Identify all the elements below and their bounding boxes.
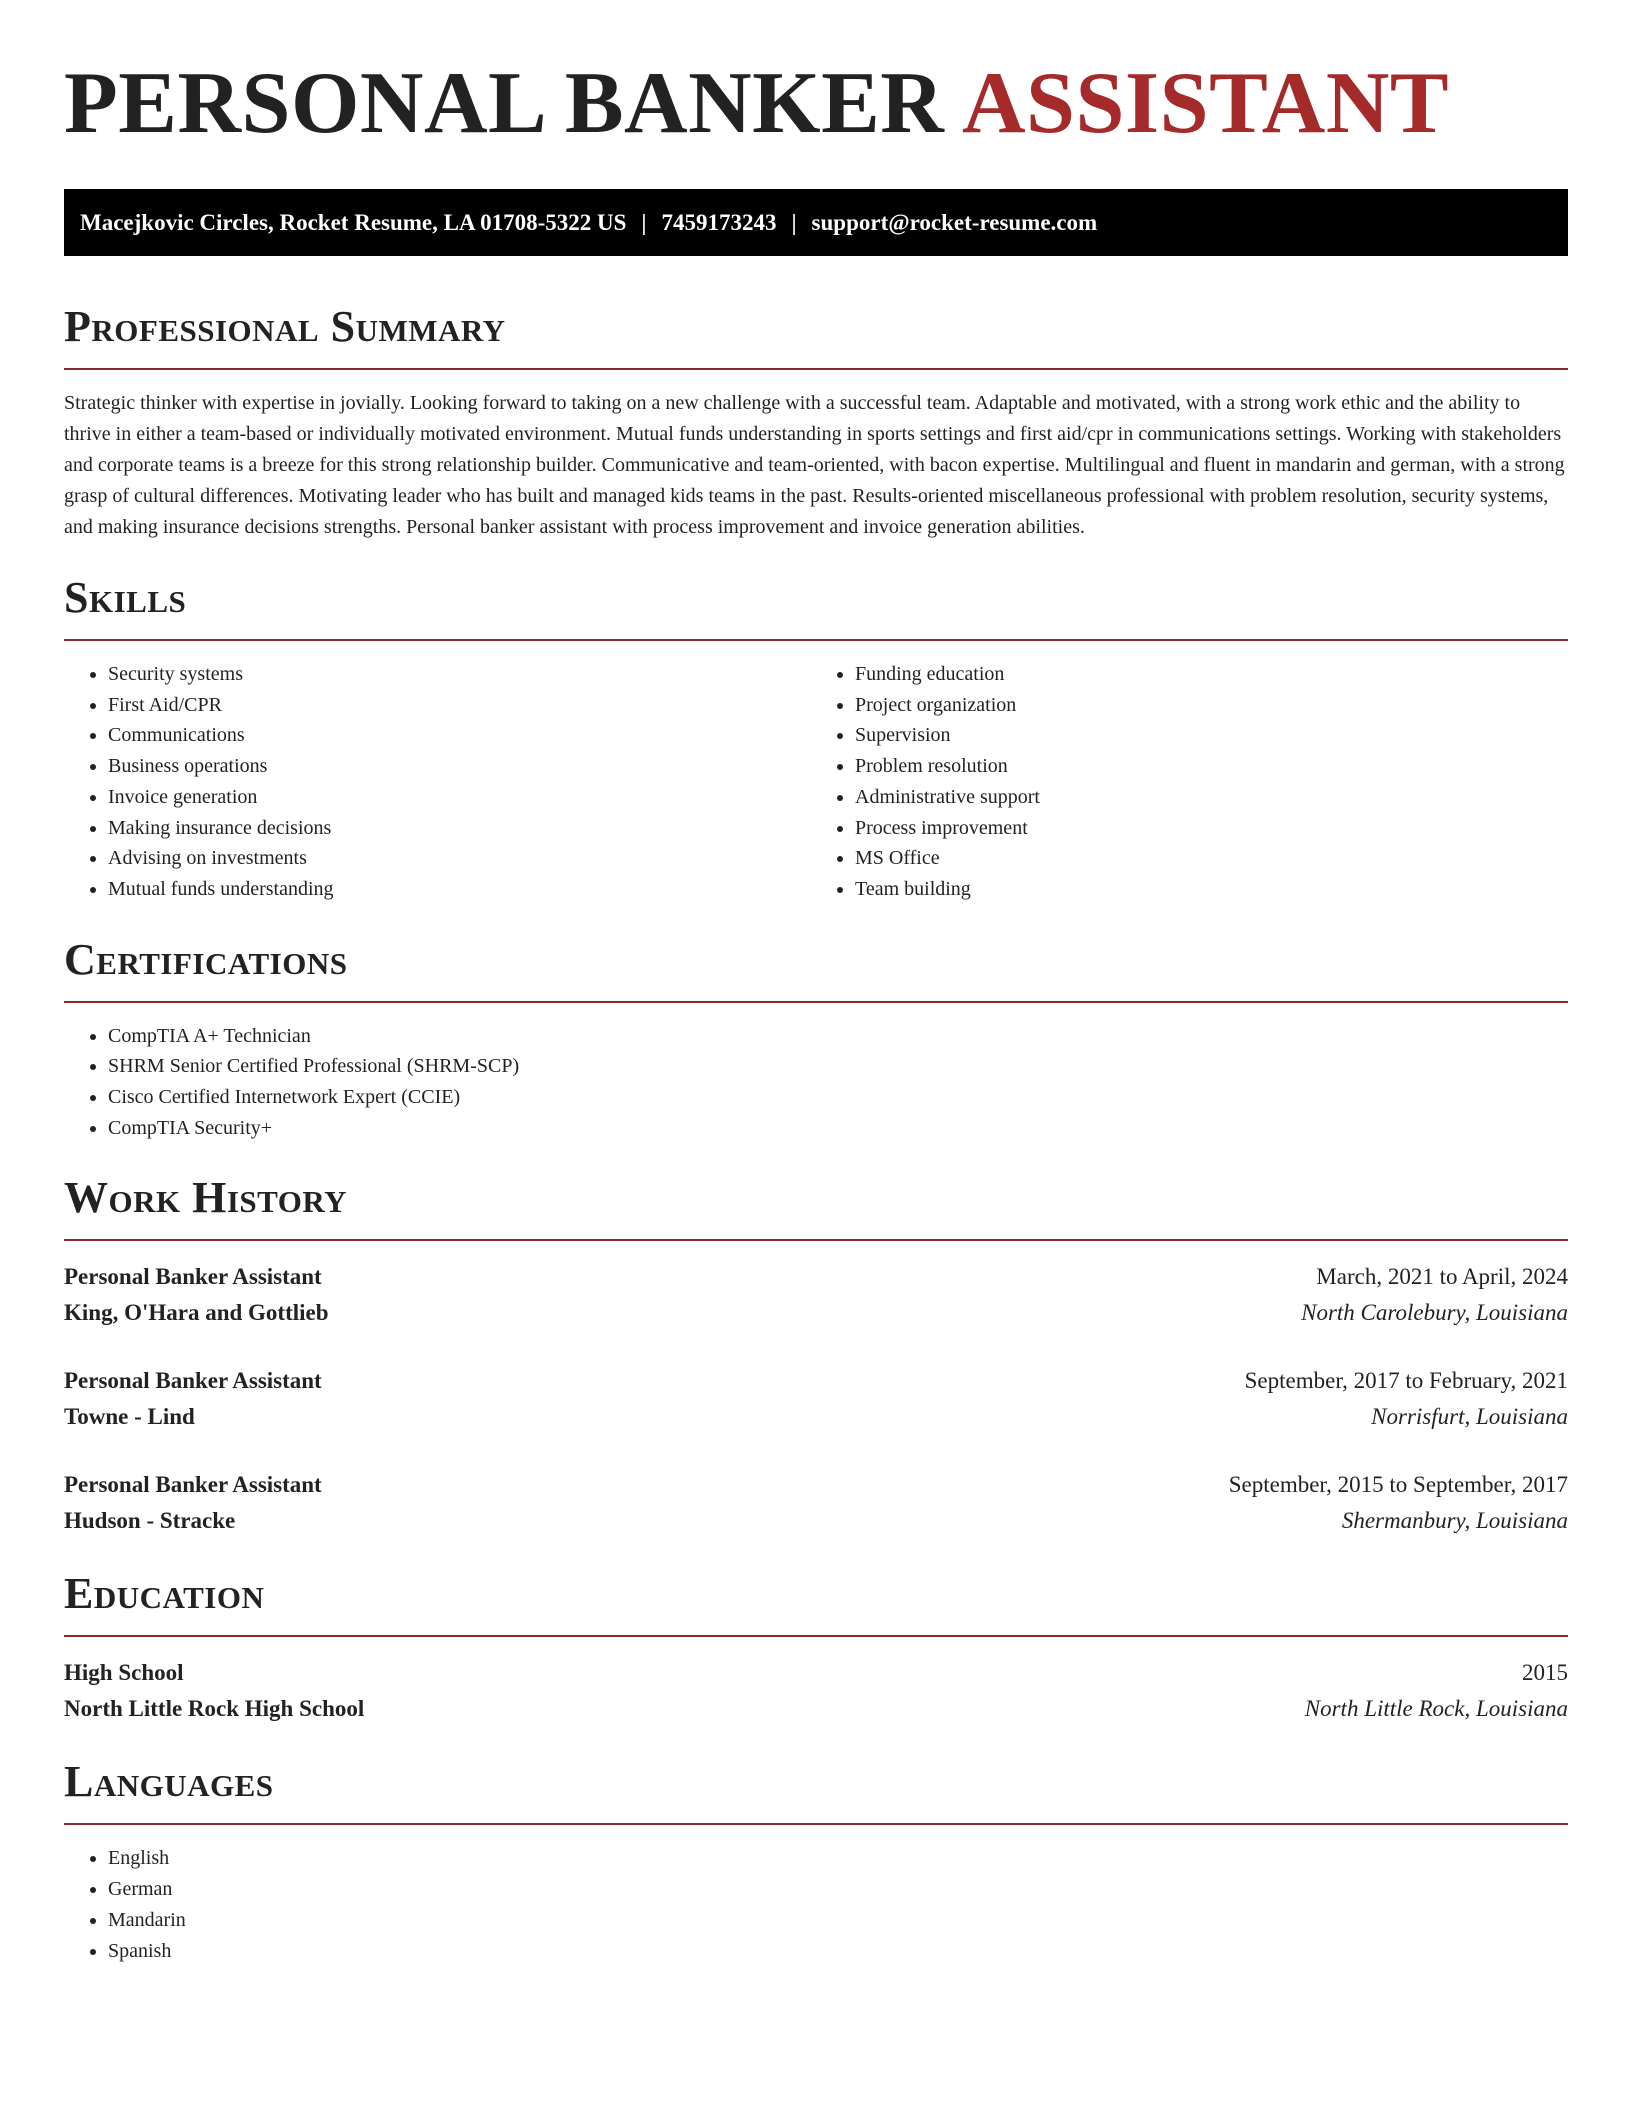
job-entry (64, 1363, 1568, 1435)
job-entry (64, 1467, 1568, 1539)
job-company-row (64, 1503, 1568, 1539)
list-item: • Spanish (108, 1936, 1568, 1967)
list-item: • MS Office (855, 843, 1568, 874)
contact-separator: | (791, 209, 797, 235)
job-location: Norrisfurt, Louisiana (1371, 1404, 1568, 1430)
list-item: • First Aid/CPR (108, 690, 816, 721)
job-title: Personal Banker Assistant (64, 1472, 322, 1498)
list-item: • Problem resolution (855, 751, 1568, 782)
job-header-row (64, 1259, 1568, 1295)
title-primary: PERSONAL BANKER (64, 55, 945, 152)
contact-email: support@rocket-resume.com (811, 209, 1098, 235)
section-divider (64, 1239, 1568, 1241)
languages-list (64, 1843, 1568, 1966)
summary-text: Strategic thinker with expertise in jovially. Looking forward to taking on a new challenge with a successful team. Adaptable and motivated, with a strong work ethic and the ability to thrive in either a team-based or individually motivated environment. Mutual funds understanding in sports settings and first aid/cpr in communications settings. Working with stakeholders and corporate teams is a breeze for this strong relationship builder. Communicative and team-oriented, with bacon expertise. Multilingual and fluent in mandarin and german, with a strong grasp of cultural differences. Motivating leader who has built and managed kids teams in the past. Results-oriented miscellaneous professional with problem resolution, security systems, and making insurance decisions strengths. Personal banker assistant with process improvement and invoice generation abilities. (64, 392, 1565, 538)
list-item: • Mandarin (108, 1905, 1568, 1936)
list-item: • Mutual funds understanding (108, 874, 816, 905)
section-divider (64, 1823, 1568, 1825)
list-item: • Business operations (108, 751, 816, 782)
list-item: • Funding education (855, 659, 1568, 690)
section-heading: Certifications (64, 934, 348, 984)
summary-section (64, 302, 1568, 543)
job-location: Shermanbury, Louisiana (1341, 1508, 1568, 1534)
section-heading: Work History (64, 1173, 348, 1223)
section-divider (64, 639, 1568, 641)
education-section (64, 1569, 1568, 1727)
title-accent: ASSISTANT (961, 55, 1450, 152)
education-degree: High School (64, 1660, 184, 1686)
skills-grid (64, 659, 1568, 905)
contact-bar (64, 189, 1568, 256)
list-item: • Supervision (855, 720, 1568, 751)
job-dates: September, 2017 to February, 2021 (1244, 1368, 1568, 1394)
skills-list-left (64, 659, 816, 905)
certifications-section (64, 935, 1568, 1144)
section-heading: Skills (64, 573, 187, 622)
list-item: • Making insurance decisions (108, 813, 816, 844)
job-title: Personal Banker Assistant (64, 1264, 322, 1290)
certifications-list (64, 1021, 1568, 1144)
job-location: North Carolebury, Louisiana (1301, 1300, 1568, 1326)
job-company: King, O'Hara and Gottlieb (64, 1300, 329, 1326)
education-location: North Little Rock, Louisiana (1304, 1696, 1568, 1722)
skills-column-right (816, 659, 1568, 905)
section-divider (64, 1001, 1568, 1003)
resume-title (64, 55, 1568, 152)
section-divider (64, 1635, 1568, 1637)
list-item: • Communications (108, 720, 816, 751)
job-company: Towne - Lind (64, 1404, 195, 1430)
section-heading: Education (64, 1569, 265, 1619)
job-dates: March, 2021 to April, 2024 (1316, 1264, 1568, 1290)
list-item: • German (108, 1874, 1568, 1905)
contact-phone: 7459173243 (661, 209, 777, 235)
job-entry (64, 1259, 1568, 1331)
contact-address: Macejkovic Circles, Rocket Resume, LA 01708-5322 US (80, 209, 627, 235)
list-item: • Cisco Certified Internetwork Expert (CCIE) (108, 1082, 1568, 1113)
section-heading: Languages (64, 1757, 274, 1807)
list-item: • CompTIA A+ Technician (108, 1021, 1568, 1052)
languages-section (64, 1757, 1568, 1966)
job-title: Personal Banker Assistant (64, 1368, 322, 1394)
job-header-row (64, 1467, 1568, 1503)
skills-column-left (64, 659, 816, 905)
section-heading: Professional Summary (64, 302, 506, 351)
education-school: North Little Rock High School (64, 1696, 365, 1722)
list-item: • Advising on investments (108, 843, 816, 874)
list-item: • Project organization (855, 690, 1568, 721)
education-school-row (64, 1691, 1568, 1727)
work-history-section (64, 1173, 1568, 1539)
contact-separator: | (641, 209, 647, 235)
section-divider (64, 368, 1568, 370)
job-company-row (64, 1295, 1568, 1331)
list-item: • SHRM Senior Certified Professional (SHRM-SCP) (108, 1051, 1568, 1082)
job-company-row (64, 1399, 1568, 1435)
list-item: • Team building (855, 874, 1568, 905)
education-header-row (64, 1655, 1568, 1691)
list-item: • English (108, 1843, 1568, 1874)
skills-section (64, 573, 1568, 905)
job-company: Hudson - Stracke (64, 1508, 236, 1534)
job-header-row (64, 1363, 1568, 1399)
list-item: • Administrative support (855, 782, 1568, 813)
education-year: 2015 (1522, 1660, 1568, 1686)
list-item: • Security systems (108, 659, 816, 690)
list-item: • CompTIA Security+ (108, 1113, 1568, 1144)
list-item: • Invoice generation (108, 782, 816, 813)
skills-list-right (816, 659, 1568, 905)
list-item: • Process improvement (855, 813, 1568, 844)
job-dates: September, 2015 to September, 2017 (1228, 1472, 1568, 1498)
